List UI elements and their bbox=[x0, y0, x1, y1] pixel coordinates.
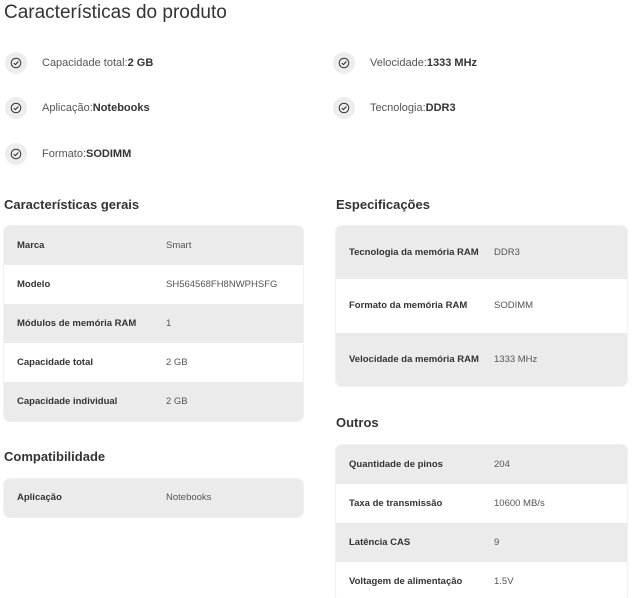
spec-key: Voltagem de alimentação bbox=[336, 562, 481, 598]
table-row bbox=[336, 445, 627, 484]
table-row bbox=[336, 226, 627, 279]
highlight-label: Capacidade total: bbox=[42, 57, 128, 69]
spec-key: Formato da memória RAM bbox=[336, 279, 481, 333]
spec-key: Latência CAS bbox=[336, 523, 481, 562]
spec-value: Smart bbox=[153, 226, 303, 265]
table-row bbox=[336, 484, 627, 523]
spec-key: Aplicação bbox=[4, 479, 153, 517]
highlight-tecnologia bbox=[333, 97, 456, 119]
spec-value: Notebooks bbox=[153, 479, 303, 517]
spec-key: Módulos de memória RAM bbox=[4, 304, 153, 343]
highlight-label: Formato: bbox=[42, 148, 87, 160]
check-circle-icon bbox=[5, 97, 27, 119]
spec-key: Taxa de transmissão bbox=[336, 484, 481, 523]
highlight-value: Notebooks bbox=[92, 102, 150, 114]
section-title-compat: Compatibilidade bbox=[4, 449, 106, 464]
spec-value: 1.5V bbox=[481, 562, 627, 598]
highlight-label: Velocidade: bbox=[370, 57, 427, 69]
table-row bbox=[4, 382, 303, 421]
section-title-specs: Especificações bbox=[336, 197, 430, 212]
highlight-velocidade bbox=[333, 52, 477, 74]
spec-value: 1 bbox=[153, 304, 303, 343]
check-circle-icon bbox=[5, 143, 27, 165]
table-row bbox=[336, 333, 627, 386]
table-row bbox=[4, 479, 303, 517]
table-row bbox=[4, 304, 303, 343]
table-compat bbox=[4, 479, 303, 517]
table-row bbox=[336, 279, 627, 333]
table-row bbox=[336, 523, 627, 562]
highlight-value: SODIMM bbox=[86, 148, 132, 160]
table-row bbox=[4, 226, 303, 265]
section-title-gerais: Características gerais bbox=[4, 197, 140, 212]
highlight-value: 1333 MHz bbox=[426, 57, 478, 69]
spec-value: 204 bbox=[481, 445, 627, 484]
section-title-outros: Outros bbox=[336, 415, 379, 430]
spec-key: Capacidade total bbox=[4, 343, 153, 382]
spec-key: Marca bbox=[4, 226, 153, 265]
spec-key: Modelo bbox=[4, 265, 153, 304]
spec-value: SODIMM bbox=[481, 279, 627, 333]
page-title: Características do produto bbox=[4, 2, 227, 23]
table-outros bbox=[336, 445, 627, 598]
table-specs bbox=[336, 226, 627, 386]
highlight-capacidade bbox=[5, 52, 153, 74]
table-gerais bbox=[4, 226, 303, 421]
spec-key: Velocidade da memória RAM bbox=[336, 333, 481, 386]
spec-value: 2 GB bbox=[153, 343, 303, 382]
highlight-value: 2 GB bbox=[127, 57, 154, 69]
spec-value: 2 GB bbox=[153, 382, 303, 421]
spec-key: Tecnologia da memória RAM bbox=[336, 226, 481, 279]
highlight-value: DDR3 bbox=[425, 102, 456, 114]
spec-value: 10600 MB/s bbox=[481, 484, 627, 523]
check-circle-icon bbox=[5, 52, 27, 74]
spec-value: DDR3 bbox=[481, 226, 627, 279]
highlight-label: Aplicação: bbox=[42, 102, 93, 114]
table-row bbox=[4, 343, 303, 382]
table-row bbox=[4, 265, 303, 304]
spec-value: SH564568FH8NWPHSFG bbox=[153, 265, 303, 304]
spec-key: Quantidade de pinos bbox=[336, 445, 481, 484]
table-row bbox=[336, 562, 627, 598]
highlight-formato bbox=[5, 143, 131, 165]
spec-value: 9 bbox=[481, 523, 627, 562]
check-circle-icon bbox=[333, 52, 355, 74]
check-circle-icon bbox=[333, 97, 355, 119]
highlight-label: Tecnologia: bbox=[370, 102, 426, 114]
highlight-aplicacao bbox=[5, 97, 150, 119]
spec-key: Capacidade individual bbox=[4, 382, 153, 421]
spec-value: 1333 MHz bbox=[481, 333, 627, 386]
